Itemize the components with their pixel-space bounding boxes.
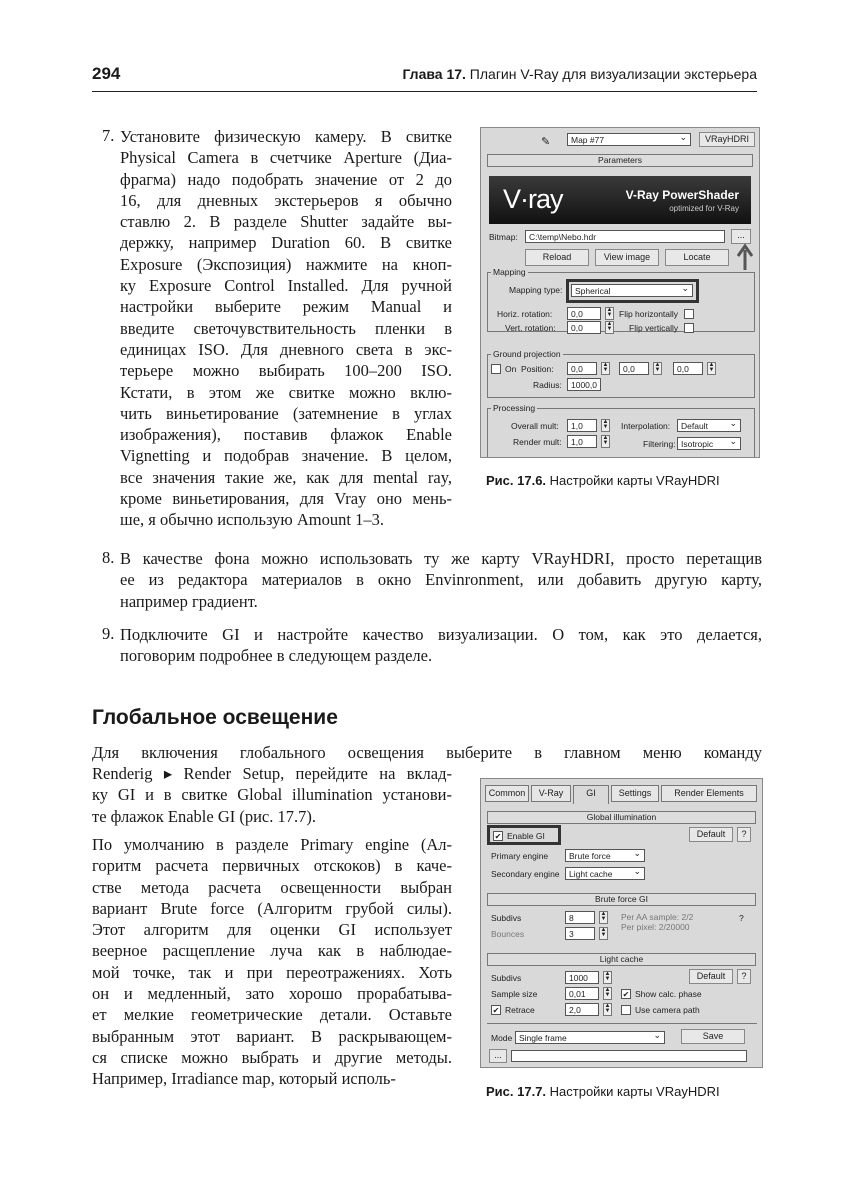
map-name-field[interactable]: Map #77 ⌄ [567,133,691,146]
text-line: все значения такие же, как для mental ray, [120,467,452,487]
text-line: В качестве фона можно использовать ту же карту VRayHDRI, просто перетащив [120,549,762,568]
light-cache-rollout[interactable]: Light cache [487,953,756,966]
text-line: чить виньетирование (затемнение в углах [120,403,452,423]
ground-on-label: On [505,364,517,374]
figure-vrayhdri-params [480,127,760,458]
lc-subdivs-spinner[interactable]: ▲ ▼ [604,971,611,982]
primary-engine-label: Primary engine [491,851,549,861]
show-calc-checkbox[interactable]: ✔ [622,990,630,999]
tab-common[interactable]: Common [485,785,529,802]
enable-gi-checkbox[interactable]: ✔ [494,832,502,841]
text-line: ся списке можно выбрать и другие методы. [92,1047,452,1067]
text-line: Подключите GI и настройте качество визуализации. О том, как это делается, [120,625,762,644]
text-line: изображения), поставив флажок Enable [120,425,452,445]
text-line: те флажок Enable GI (рис. 17.7). [92,806,316,826]
bitmap-path-field[interactable]: C:\temp\Nebo.hdr [525,230,725,243]
sample-size-label: Sample size [491,989,538,999]
running-header [402,66,757,82]
interpolation-dropdown[interactable]: Default ⌄ [677,419,741,432]
text-line: Physical Camera в счетчике Aperture (Диа- [120,148,452,168]
sample-size-spinner[interactable]: ▲ ▼ [604,987,611,998]
mode-path-field[interactable] [511,1050,747,1062]
gi-help-button[interactable]: ? [737,827,751,842]
subdivs-label: Subdivs [491,913,522,923]
mapping-type-label: Mapping type: [509,285,563,295]
tab-vray[interactable]: V-Ray [531,785,571,802]
retrace-field[interactable]: 2,0 [565,1003,599,1016]
figure-gi-settings [480,778,763,1068]
save-button[interactable]: Save [681,1029,745,1044]
subdivs-spinner[interactable]: ▲ ▼ [600,911,607,922]
mode-browse-button[interactable]: ... [489,1049,507,1063]
primary-engine-dropdown[interactable]: Brute force ⌄ [565,849,645,862]
horiz-rotation-field[interactable]: 0,0 [567,307,601,320]
lc-help-button[interactable]: ? [737,969,751,984]
vert-rotation-spinner[interactable]: ▲ ▼ [606,321,613,332]
mapping-group-label: Mapping [493,267,526,277]
position-label: Position: [521,364,554,374]
secondary-engine-dropdown[interactable]: Light cache ⌄ [565,867,645,880]
text-line: введите светочувствительность пленки в [120,318,452,338]
text-line: стве метода расчета освещенности выбран [92,877,452,897]
text-line: ставлю 2. В разделе Shutter задайте вы- [120,212,452,232]
mode-divider [487,1023,757,1024]
ground-on-checkbox[interactable] [491,364,501,374]
overall-mult-spinner[interactable]: ▲ ▼ [602,419,609,430]
text-line: Например, Irradiance map, который исполь- [92,1069,396,1089]
text-line: терьере можно выбирать 100–200 ISO. [120,361,452,381]
render-mult-spinner[interactable]: ▲ ▼ [602,435,609,446]
text-line: единицах ISO. Для дневного света в экс- [120,339,452,359]
overall-mult-field[interactable]: 1,0 [567,419,597,432]
text-line: веерное расщепление луча как в наблюдае- [92,941,452,961]
position-x-spinner[interactable]: ▲ ▼ [602,362,609,373]
use-camera-path-checkbox[interactable] [621,1005,631,1015]
item-7-text [120,126,452,531]
position-z-spinner[interactable]: ▲ ▼ [708,362,715,373]
text-line: Кстати, в этом же свитке можно вклю- [120,382,452,402]
secondary-engine-label: Secondary engine [491,869,560,879]
text-line: Этот алгоритм для оценки GI использует [92,920,452,940]
processing-label: Processing [493,403,536,413]
header-rule [92,91,757,92]
banner-title: V-Ray PowerShader [625,188,739,202]
text-line: 16, для дневных экстерьеров я обычно [120,190,452,210]
figure-17-6-caption [486,473,720,488]
text-line: горитм расчета первичных отскоков) в каче- [92,856,452,876]
text-line: поговорим подробнее в следующем разделе. [120,646,433,666]
banner-subtitle: optimized for V-Ray [669,204,739,213]
flip-h-checkbox[interactable] [684,309,694,319]
filtering-label: Filtering: [643,439,676,449]
flip-h-label: Flip horizontally [619,309,679,319]
lc-subdivs-field[interactable]: 1000 [565,971,599,984]
section-para1-rest [92,763,452,827]
text-line: Exposure (Экспозиция) нажмите на кноп- [120,254,452,274]
text-line: держку, например Duration 60. В свитке [120,233,452,253]
text-line: ку Exposure Control Installed. Для ручной [120,276,452,296]
show-calc-label: Show calc. phase [635,989,702,999]
section-heading: Глобальное освещение [92,706,338,729]
map-type-button[interactable]: VRayHDRI [699,132,755,147]
tab-render-elements[interactable]: Render Elements [661,785,757,802]
sample-size-field[interactable]: 0,01 [565,987,599,1000]
ground-projection-label: Ground projection [493,349,561,359]
text-line: ет мелкие геометрические детали. Оставьте [92,1005,452,1025]
text-line: Установите физическую камеру. В свитке [120,127,452,146]
bounces-label: Bounces [491,929,525,939]
figure-17-7-caption [486,1084,720,1099]
overall-mult-label: Overall mult: [511,421,559,431]
render-mult-label: Render mult: [513,437,562,447]
chapter-title: Плагин V-Ray для визуализации экстерьера [465,66,757,82]
reload-button[interactable]: Reload [525,249,589,266]
vert-rotation-field[interactable]: 0,0 [567,321,601,334]
chapter-prefix: Глава 17. [402,66,466,82]
text-line: ее из редактора материалов в окно Envinronment, или добавить другую карту, [120,570,762,590]
vray-banner [489,176,751,224]
interpolation-label: Interpolation: [621,421,671,431]
section-para2 [92,834,452,1090]
horiz-rotation-spinner[interactable]: ▲ ▼ [606,307,613,318]
tab-settings[interactable]: Settings [611,785,659,802]
flip-v-checkbox[interactable] [684,323,694,333]
retrace-checkbox[interactable]: ✔ [492,1006,500,1015]
horiz-rotation-label: Horiz. rotation: [497,309,553,319]
position-y-spinner[interactable]: ▲ ▼ [654,362,661,373]
text-line: Vignetting и подобрав значение. В целом, [120,446,452,466]
per-pixel: Per pixel: 2/20000 [621,922,690,932]
position-x-field[interactable]: 0,0 [567,362,597,375]
eyedropper-icon[interactable]: ✎ [541,136,551,148]
radius-field[interactable]: 1000,0 [567,378,601,391]
global-illumination-rollout[interactable]: Global illumination [487,811,756,824]
processing-group [487,408,755,458]
flip-v-label: Flip vertically [629,323,679,333]
page-number: 294 [92,64,121,83]
text-line: настройки выберите режим Manual и [120,297,452,317]
brute-help[interactable]: ? [739,913,744,923]
text-line: По умолчанию в разделе Primary engine (Ал- [92,835,452,854]
per-aa-sample: Per AA sample: 2/2 [621,912,694,922]
radius-label: Radius: [533,380,562,390]
bitmap-label: Bitmap: [489,232,518,242]
text-line: он и медленный, зато хорошо прорабатыва- [92,984,452,1004]
position-y-field[interactable]: 0,0 [619,362,649,375]
bounces-field[interactable]: 3 [565,927,595,940]
bounces-spinner[interactable]: ▲ ▼ [600,927,607,938]
tab-gi[interactable]: GI [573,785,609,804]
locate-button[interactable]: Locate [665,249,729,266]
lc-default-button[interactable]: Default [689,969,733,984]
text-line: ку GI и в свитке Global illumination установи- [92,785,452,805]
view-image-button[interactable]: View image [595,249,659,266]
text-line: кроме виньетирования, для Vray оно мень- [120,489,452,509]
mapping-type-highlight [566,279,699,303]
mode-label: Mode [491,1033,513,1043]
text-line: мой точке, так и при переотражениях. Хоть [92,962,452,982]
item-8-text [120,548,762,612]
lc-subdivs-label: Subdivs [491,973,522,983]
item-9-text [120,624,762,667]
text-line: ше, я обычно использую Amount 1–3. [120,510,384,530]
section-para1-first [92,742,762,763]
item-9-number: 9. [102,624,115,643]
figure-17-6-label: Рис. 17.6. [486,473,547,488]
figure-17-7-label: Рис. 17.7. [486,1084,547,1099]
item-8-number: 8. [102,548,115,567]
text-line: выбранным этот вариант. В раскрывающем- [92,1026,452,1046]
use-camera-path-label: Use camera path [635,1005,700,1015]
vert-rotation-label: Vert. rotation: [505,323,556,333]
figure-17-7-text: Настройки карты VRayHDRI [546,1084,720,1099]
vray-logo: V·ray [503,184,563,214]
gi-default-button[interactable]: Default [689,827,733,842]
mapping-type-dropdown[interactable]: Spherical ⌄ [571,284,693,297]
subdivs-field[interactable]: 8 [565,911,595,924]
text-line: вариант Brute force (Алгоритм грубой силы). [92,898,452,918]
text-line: например градиент. [120,591,258,611]
text-line: фрагма) надо подобрать значение от 2 до [120,169,452,189]
enable-gi-highlight [487,825,561,845]
filtering-dropdown[interactable]: Isotropic ⌄ [677,437,741,450]
text-line: Renderig ▸ Render Setup, перейдите на вклад- [92,764,452,783]
render-mult-field[interactable]: 1,0 [567,435,597,448]
text-line: Для включения глобального освещения выберите в главном меню команду [92,743,762,762]
brute-force-rollout[interactable]: Brute force GI [487,893,756,906]
enable-gi-label: Enable GI [507,831,545,841]
parameters-rollout[interactable]: Parameters [487,154,753,167]
ground-projection-group [487,354,755,398]
retrace-spinner[interactable]: ▲ ▼ [604,1003,611,1014]
mode-dropdown[interactable]: Single frame ⌄ [515,1031,665,1044]
figure-17-6-text: Настройки карты VRayHDRI [546,473,720,488]
position-z-field[interactable]: 0,0 [673,362,703,375]
retrace-label: Retrace [505,1005,535,1015]
arrow-pointer-icon [735,242,755,272]
item-7-number: 7. [102,126,115,145]
bitmap-browse-button[interactable]: ... [731,229,751,244]
